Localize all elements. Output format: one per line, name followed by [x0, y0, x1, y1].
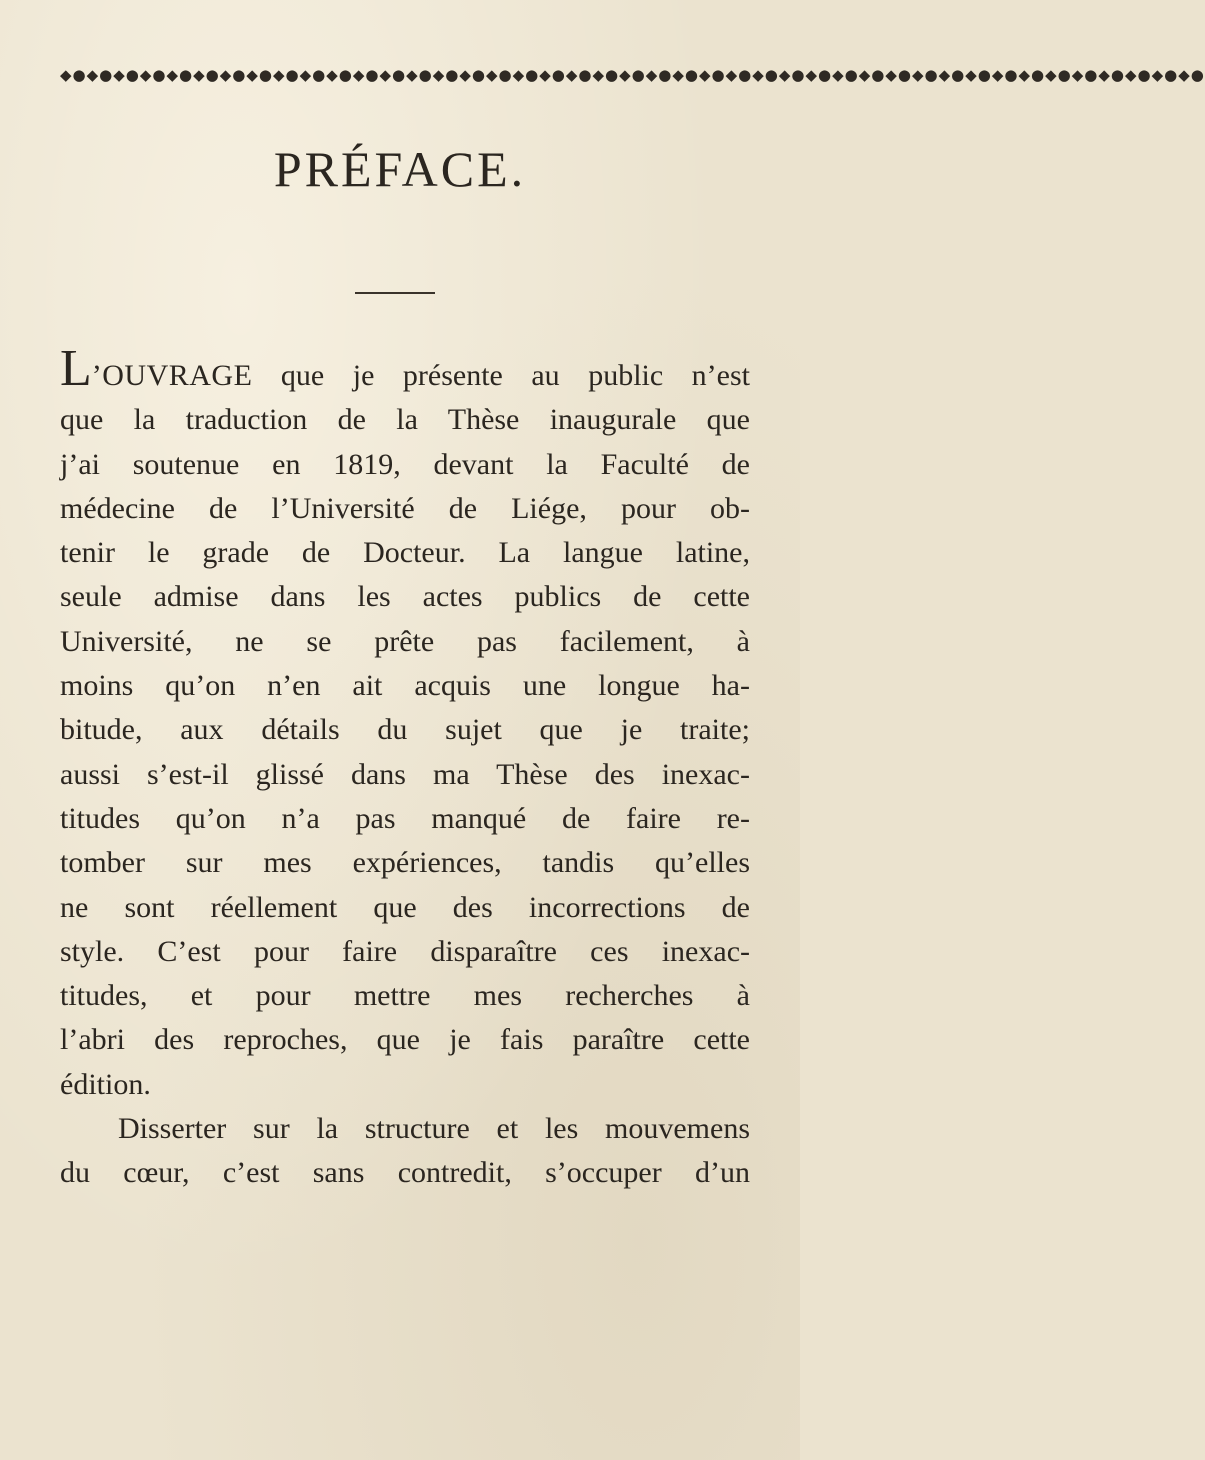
text-line: l’abri des reproches, que je fais paraître cette [60, 1023, 750, 1057]
text-line: tenir le grade de Docteur. La langue latine, [60, 536, 750, 570]
first-word: ’OUVRAGE [91, 359, 253, 392]
text-line: ne sont réellement que des incorrections de [60, 890, 750, 924]
body-text [60, 340, 750, 1196]
text-line: titudes qu’on n’a pas manqué de faire re- [60, 801, 750, 835]
first-line-text: que je présente au public n’est [252, 359, 750, 392]
text-line: du cœur, c’est sans contredit, s’occuper d’un [60, 1156, 750, 1190]
ornamental-rule: ◆●◆●◆●◆●◆●◆●◆●◆●◆●◆●◆●◆●◆●◆●◆●◆●◆●◆●◆●◆●◆●◆●◆●◆●◆●◆●◆●◆●◆●◆●◆●◆●◆●◆●◆●◆●◆●◆●◆●◆●◆●◆●◆● [60, 66, 1205, 84]
text-line: édition. [60, 1067, 151, 1101]
title-divider [355, 292, 435, 294]
text-line: titudes, et pour mettre mes recherches à [60, 979, 750, 1013]
text-line: Université, ne se prête pas facilement, à [60, 624, 750, 658]
text-line: moins qu’on n’en ait acquis une longue ha- [60, 669, 750, 703]
text-line: aussi s’est-il glissé dans ma Thèse des inexac- [60, 757, 750, 791]
drop-cap: L [60, 340, 92, 397]
page-title: PRÉFACE. [273, 141, 527, 197]
text-line: médecine de l’Université de Liége, pour ob- [60, 491, 750, 525]
text-line: que la traduction de la Thèse inaugurale que [60, 403, 750, 437]
text-line: style. C’est pour faire disparaître ces inexac- [60, 934, 750, 968]
text-line: j’ai soutenue en 1819, devant la Faculté de [60, 447, 750, 481]
text-line [60, 340, 750, 398]
text-line: tomber sur mes expériences, tandis qu’elles [60, 846, 750, 880]
text-line: Disserter sur la structure et les mouvemens [118, 1112, 750, 1146]
text-line: seule admise dans les actes publics de cette [60, 580, 750, 614]
text-line: bitude, aux détails du sujet que je traite; [60, 713, 750, 747]
